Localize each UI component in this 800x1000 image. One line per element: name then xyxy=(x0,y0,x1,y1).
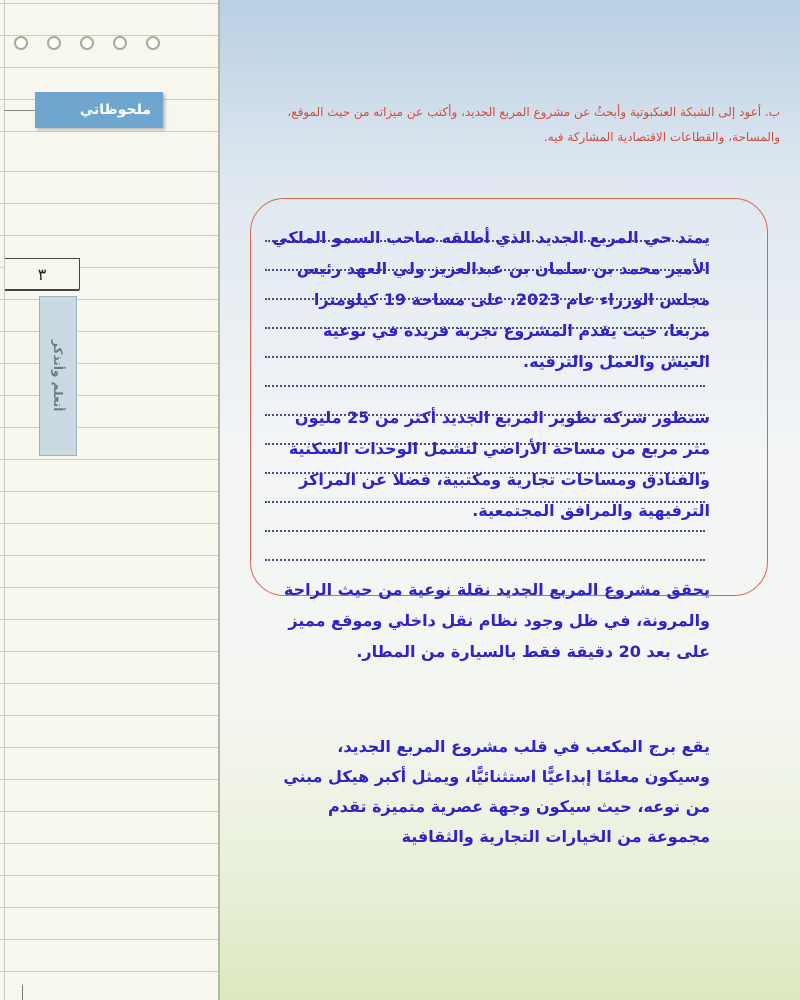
notebook-sidebar xyxy=(0,0,220,1000)
page-number: ٣ xyxy=(5,258,80,290)
dotted-answer-line xyxy=(265,530,705,532)
exercise-instruction: ب. أعود إلى الشبكة العنكبوتية وأبحثُ عن مشروع المربع الجديد، وأكتب عن ميزاته من حيث الموقع، والمساحة، والقطاعات الاقتصادية المشاركة فيه. xyxy=(287,105,780,144)
answer-paragraph: ستطور شركة تطوير المربع الجديد أكثر من 25 مليون متر مربع من مساحة الأراضي لتشمل الوحدات السكنية والفنادق ومساحات تجارية ومكتبية، فضلا عن المراكز الترفيهية والمرافق المجتمعية. xyxy=(288,408,710,520)
notes-tab-connector xyxy=(4,110,36,111)
binder-hole xyxy=(146,36,160,50)
binder-hole xyxy=(113,36,127,50)
answer-paragraph: يمتد حي المربع الجديد الذي أطلقه صاحب السمو الملكي الأمير محمد بن سلمان بن عبدالعزيز ولي العهد رئيس مجلس الوزراء عام 2023، على مساحة 19 كيلومترا مربعا، حيث يقدم المشروع تجربة فريدة في نوعية العيش والعمل والترفيه. xyxy=(272,228,710,371)
bottom-tick xyxy=(22,985,23,1000)
dotted-answer-line xyxy=(265,385,705,387)
dotted-answer-line xyxy=(265,559,705,561)
section-vertical-tab-label: أتعلم وأتذكر xyxy=(51,340,65,412)
section-vertical-tab xyxy=(39,296,77,456)
margin-line xyxy=(4,0,5,1000)
notes-tab: ملحوظاتي xyxy=(35,92,163,128)
page-number-underline xyxy=(5,290,79,291)
binder-hole xyxy=(14,36,28,50)
binder-holes xyxy=(14,36,160,50)
answer-paragraph: يقع برج المكعب في قلب مشروع المربع الجديد، وسيكون معلمًا إبداعيًّا استثنائيًّا، ويمثل أكبر هيكل مبني من نوعه، حيث سيكون وجهة عصرية متميزة تقدم مجموعة من الخيارات التجارية والثقافية xyxy=(283,737,710,846)
binder-hole xyxy=(80,36,94,50)
binder-hole xyxy=(47,36,61,50)
answer-paragraph: يحقق مشروع المربع الجديد نقلة نوعية من حيث الراحة والمرونة، في ظل وجود نظام نقل داخلي وموقع مميز على بعد 20 دقيقة فقط بالسيارة من المطار. xyxy=(283,580,710,661)
